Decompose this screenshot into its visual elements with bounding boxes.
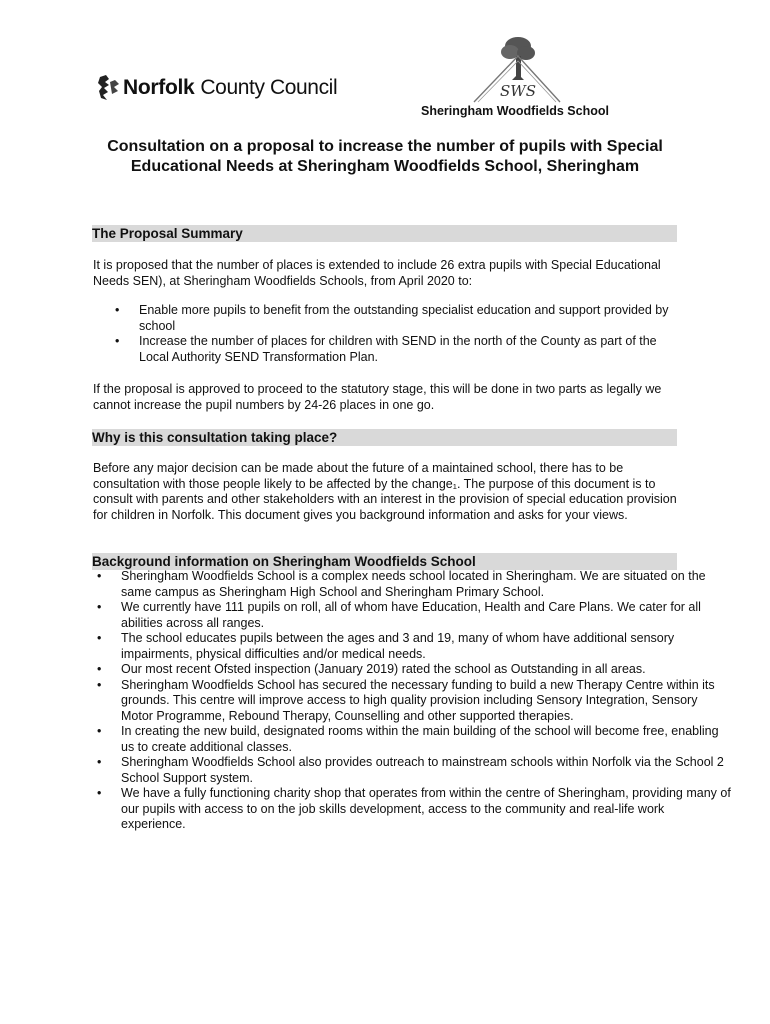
council-logo-light: County Council xyxy=(200,76,338,99)
list-item: • In creating the new build, designated rooms within the main building of the school will become free, enabling us to create additional classes. xyxy=(97,724,719,754)
list-item: • We have a fully functioning charity shop that operates from within the centre of Sheringham, providing many of our pupils with access to on the job skills development, access to the community and real-life work experience. xyxy=(97,786,731,831)
norfolk-crest-icon xyxy=(97,73,121,103)
background-heading: Background information on Sheringham Woodfields School xyxy=(92,553,677,570)
council-logo xyxy=(97,72,337,104)
list-item: • Sheringham Woodfields School also provides outreach to mainstream schools within Norfolk via the School 2 School Support system. xyxy=(97,755,724,785)
school-logo xyxy=(468,36,564,104)
summary-intro: It is proposed that the number of places is extended to include 26 extra pupils with Special Educational Needs SEN), at Sheringham Woodfields Schools, from April 2020 to: xyxy=(93,258,661,288)
list-item: • Increase the number of places for children with SEND in the north of the County as part of the Local Authority SEND Transformation Plan. xyxy=(115,334,657,364)
why-heading: Why is this consultation taking place? xyxy=(92,429,677,446)
summary-bullets xyxy=(115,303,675,365)
school-logo-text: SWS xyxy=(500,82,536,100)
background-bullets xyxy=(97,569,732,833)
list-item: • We currently have 111 pupils on roll, all of whom have Education, Health and Care Plans. We cater for all abilities across all ranges. xyxy=(97,600,701,630)
list-item: • Enable more pupils to benefit from the outstanding specialist education and support provided by school xyxy=(115,303,669,333)
council-logo-bold: Norfolk xyxy=(123,76,195,99)
list-item: • Sheringham Woodfields School has secured the necessary funding to build a new Therapy Centre within its grounds. This centre will improve access to high quality provision including Sensory Integration, Sensory Motor Programme, Rebound Therapy, Counselling and other supported therapies. xyxy=(97,677,715,723)
summary-outro: If the proposal is approved to proceed to the statutory stage, this will be done in two parts as legally we cannot increase the pupil numbers by 24-26 places in one go. xyxy=(93,382,662,412)
list-item: • The school educates pupils between the ages and 3 and 19, many of whom have additional sensory impairments, physical difficulties and/or medical needs. xyxy=(97,631,675,661)
list-item: • Sheringham Woodfields School is a complex needs school located in Sheringham. We are situated on the same campus as Sheringham High School and Sheringham Primary School. xyxy=(97,569,706,599)
why-body: Before any major decision can be made about the future of a maintained school, there has to be consultation with those people likely to be affected by the change₁. The purpose of this document is to consult with parents and other stakeholders with an interest in the provision of special education provision for children in Norfolk. This document gives you background information and asks for your views. xyxy=(93,461,677,522)
school-name: Sheringham Woodfields School xyxy=(421,104,609,118)
summary-heading: The Proposal Summary xyxy=(92,225,677,242)
document-title: Consultation on a proposal to increase the number of pupils with Special Educational Needs at Sheringham Woodfields School, Sheringham xyxy=(107,138,663,175)
list-item: • Our most recent Ofsted inspection (January 2019) rated the school as Outstanding in all areas. xyxy=(97,662,646,676)
